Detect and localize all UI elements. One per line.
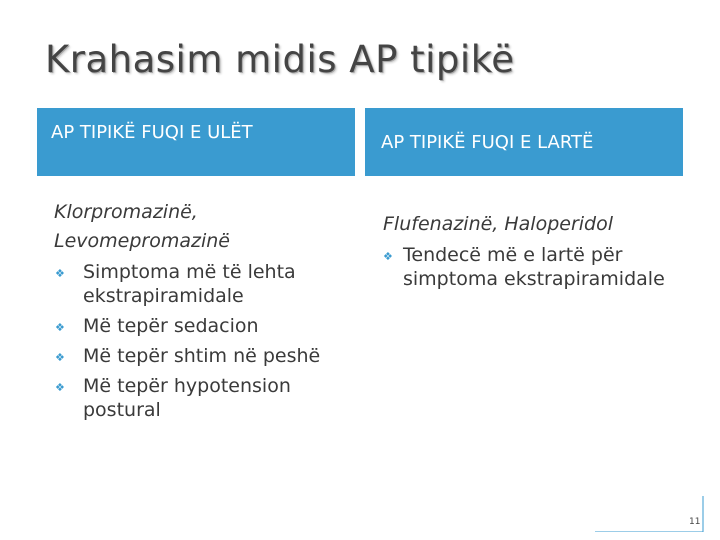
left-subheading: Klorpromazinë, Levomepromazinë bbox=[54, 201, 230, 252]
bullet-icon: ❖ bbox=[55, 351, 65, 364]
list-item bbox=[37, 260, 357, 308]
bullet-text: Më tepër shtim në peshë bbox=[83, 345, 321, 367]
bullet-icon: ❖ bbox=[55, 381, 65, 394]
left-bullet-list bbox=[37, 260, 357, 422]
bullet-text: Më tepër sedacion bbox=[83, 315, 259, 337]
left-column bbox=[37, 198, 357, 428]
list-item bbox=[383, 243, 683, 291]
right-subheading: Flufenazinë, Haloperidol bbox=[383, 213, 614, 235]
list-item bbox=[37, 314, 357, 338]
bullet-text: Tendecë më e lartë për simptoma ekstrapiramidale bbox=[403, 244, 665, 290]
bullet-icon: ❖ bbox=[55, 267, 65, 280]
bullet-icon: ❖ bbox=[55, 321, 65, 334]
right-column-header: AP TIPIKË FUQI E LARTË bbox=[365, 108, 683, 176]
right-column bbox=[383, 210, 683, 297]
bullet-icon: ❖ bbox=[383, 250, 393, 263]
list-item bbox=[37, 344, 357, 368]
list-item bbox=[37, 374, 357, 422]
page-number: 11 bbox=[689, 517, 701, 527]
bullet-text: Simptoma më të lehta ekstrapiramidale bbox=[83, 261, 296, 307]
slide-title: Krahasim midis AP tipikë bbox=[45, 38, 515, 81]
right-bullet-list bbox=[383, 243, 683, 291]
bullet-text: Më tepër hypotension postural bbox=[83, 375, 291, 421]
left-column-header: AP TIPIKË FUQI E ULËT bbox=[37, 108, 355, 176]
